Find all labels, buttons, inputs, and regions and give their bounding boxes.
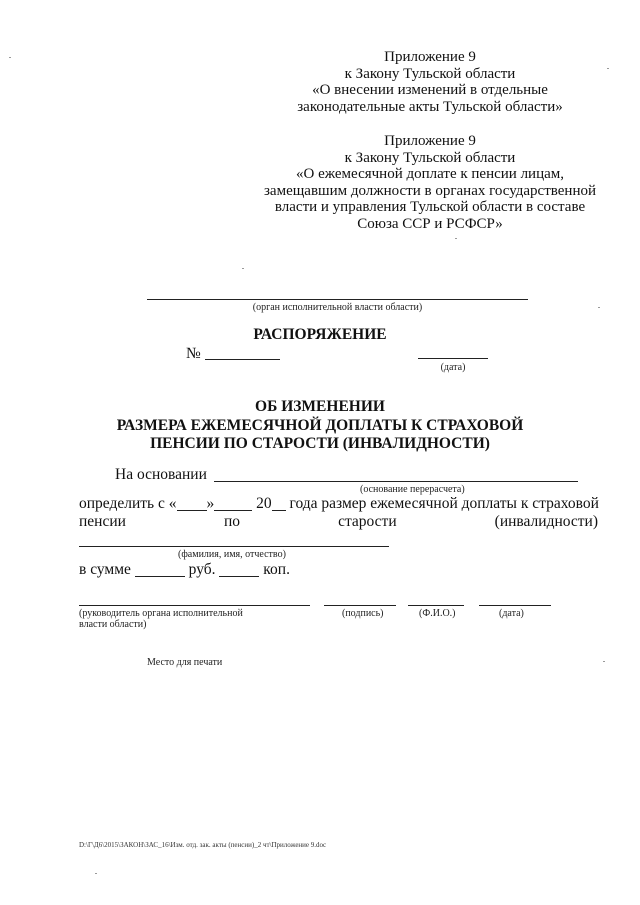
appendix-1-line-3: «О внесении изменений в отдельные: [312, 82, 548, 99]
basis-label: На основании: [115, 466, 207, 483]
scan-speck: [607, 68, 609, 69]
determine-line: [79, 495, 598, 513]
amount-kop: коп.: [263, 561, 290, 578]
pension-word-2: по: [223, 513, 241, 530]
sign-caption: (подпись): [342, 608, 384, 619]
determine-day-field[interactable]: [177, 496, 207, 511]
sign-date-caption: (дата): [499, 608, 524, 619]
order-title: РАСПОРЯЖЕНИЕ: [253, 326, 387, 343]
authority-line: [147, 299, 528, 300]
fio-caption: (фамилия, имя, отчество): [178, 549, 286, 560]
appendix-2-line-3: «О ежемесячной доплате к пенсии лицам,: [295, 166, 565, 183]
pension-word-1: пенсии: [79, 513, 126, 530]
appendix-2-line-4: замещавшим должности в органах государственной: [264, 182, 596, 199]
order-number-line[interactable]: [205, 359, 280, 360]
authority-caption: (орган исполнительной власти области): [252, 302, 423, 313]
determine-part-2: »: [206, 495, 215, 512]
pension-word-3: старости: [338, 513, 397, 530]
order-number-label: №: [186, 345, 201, 362]
scan-speck: [598, 307, 600, 308]
determine-part-4: года размер ежемесячной доплаты к страховой: [289, 495, 599, 512]
amount-rub: руб.: [188, 561, 216, 578]
head-caption-line-1: (руководитель органа исполнительной: [79, 608, 243, 619]
scan-speck: [95, 873, 97, 874]
order-date-line[interactable]: [418, 358, 488, 359]
appendix-2-line-5: власти и управления Тульской области в составе: [274, 199, 586, 216]
head-caption-line-2: власти области): [79, 619, 147, 630]
appendix-1-line-2: к Закону Тульской области: [344, 65, 516, 82]
order-date-caption: (дата): [440, 362, 466, 373]
fio-sign-caption: (Ф.И.О.): [419, 608, 456, 619]
pension-word-4: (инвалидности): [494, 513, 598, 530]
fio-line[interactable]: [79, 546, 389, 547]
order-subject: [0, 398, 640, 454]
basis-line[interactable]: [214, 481, 578, 482]
footer-file-path: D:\Г\Д6\2015\ЗАКОН\ЗАС_16\Изм. отд. зак. акты (пенсии)_2 чт\Приложение 9.doc: [79, 841, 327, 849]
scan-speck: [455, 238, 457, 239]
appendix-2-line-6: Союза ССР и РСФСР»: [357, 215, 503, 232]
scan-speck: [9, 57, 11, 58]
appendix-1-line-4: законодательные акты Тульской области»: [297, 98, 563, 115]
head-signature-line[interactable]: [79, 605, 310, 606]
determine-year-field[interactable]: [272, 496, 286, 511]
scan-speck: [242, 268, 244, 269]
appendix-1-line-1: Приложение 9: [384, 49, 476, 65]
scan-speck: [603, 661, 605, 662]
determine-month-field[interactable]: [214, 496, 252, 511]
stamp-place: Место для печати: [147, 657, 223, 668]
sign-line[interactable]: [324, 605, 396, 606]
sign-date-line[interactable]: [479, 605, 551, 606]
amount-line: [79, 561, 290, 579]
amount-kop-field[interactable]: [219, 562, 259, 577]
subject-line-2: РАЗМЕРА ЕЖЕМЕСЯЧНОЙ ДОПЛАТЫ К СТРАХОВОЙ: [116, 416, 524, 434]
amount-prefix: в сумме: [79, 561, 131, 578]
basis-caption: (основание перерасчета): [360, 484, 465, 495]
head-caption: [79, 608, 243, 630]
appendix-header-2: [235, 133, 625, 233]
subject-line-3: ПЕНСИИ ПО СТАРОСТИ (ИНВАЛИДНОСТИ): [150, 435, 490, 452]
appendix-2-line-2: к Закону Тульской области: [344, 149, 516, 166]
appendix-header-1: [255, 49, 605, 115]
appendix-2-line-1: Приложение 9: [384, 133, 476, 149]
amount-rub-field[interactable]: [135, 562, 185, 577]
pension-line: [79, 513, 598, 531]
subject-line-1: ОБ ИЗМЕНЕНИИ: [255, 398, 385, 415]
determine-part-1: определить с «: [79, 495, 177, 512]
fio-sign-line[interactable]: [408, 605, 464, 606]
determine-part-3: 20: [256, 495, 272, 512]
